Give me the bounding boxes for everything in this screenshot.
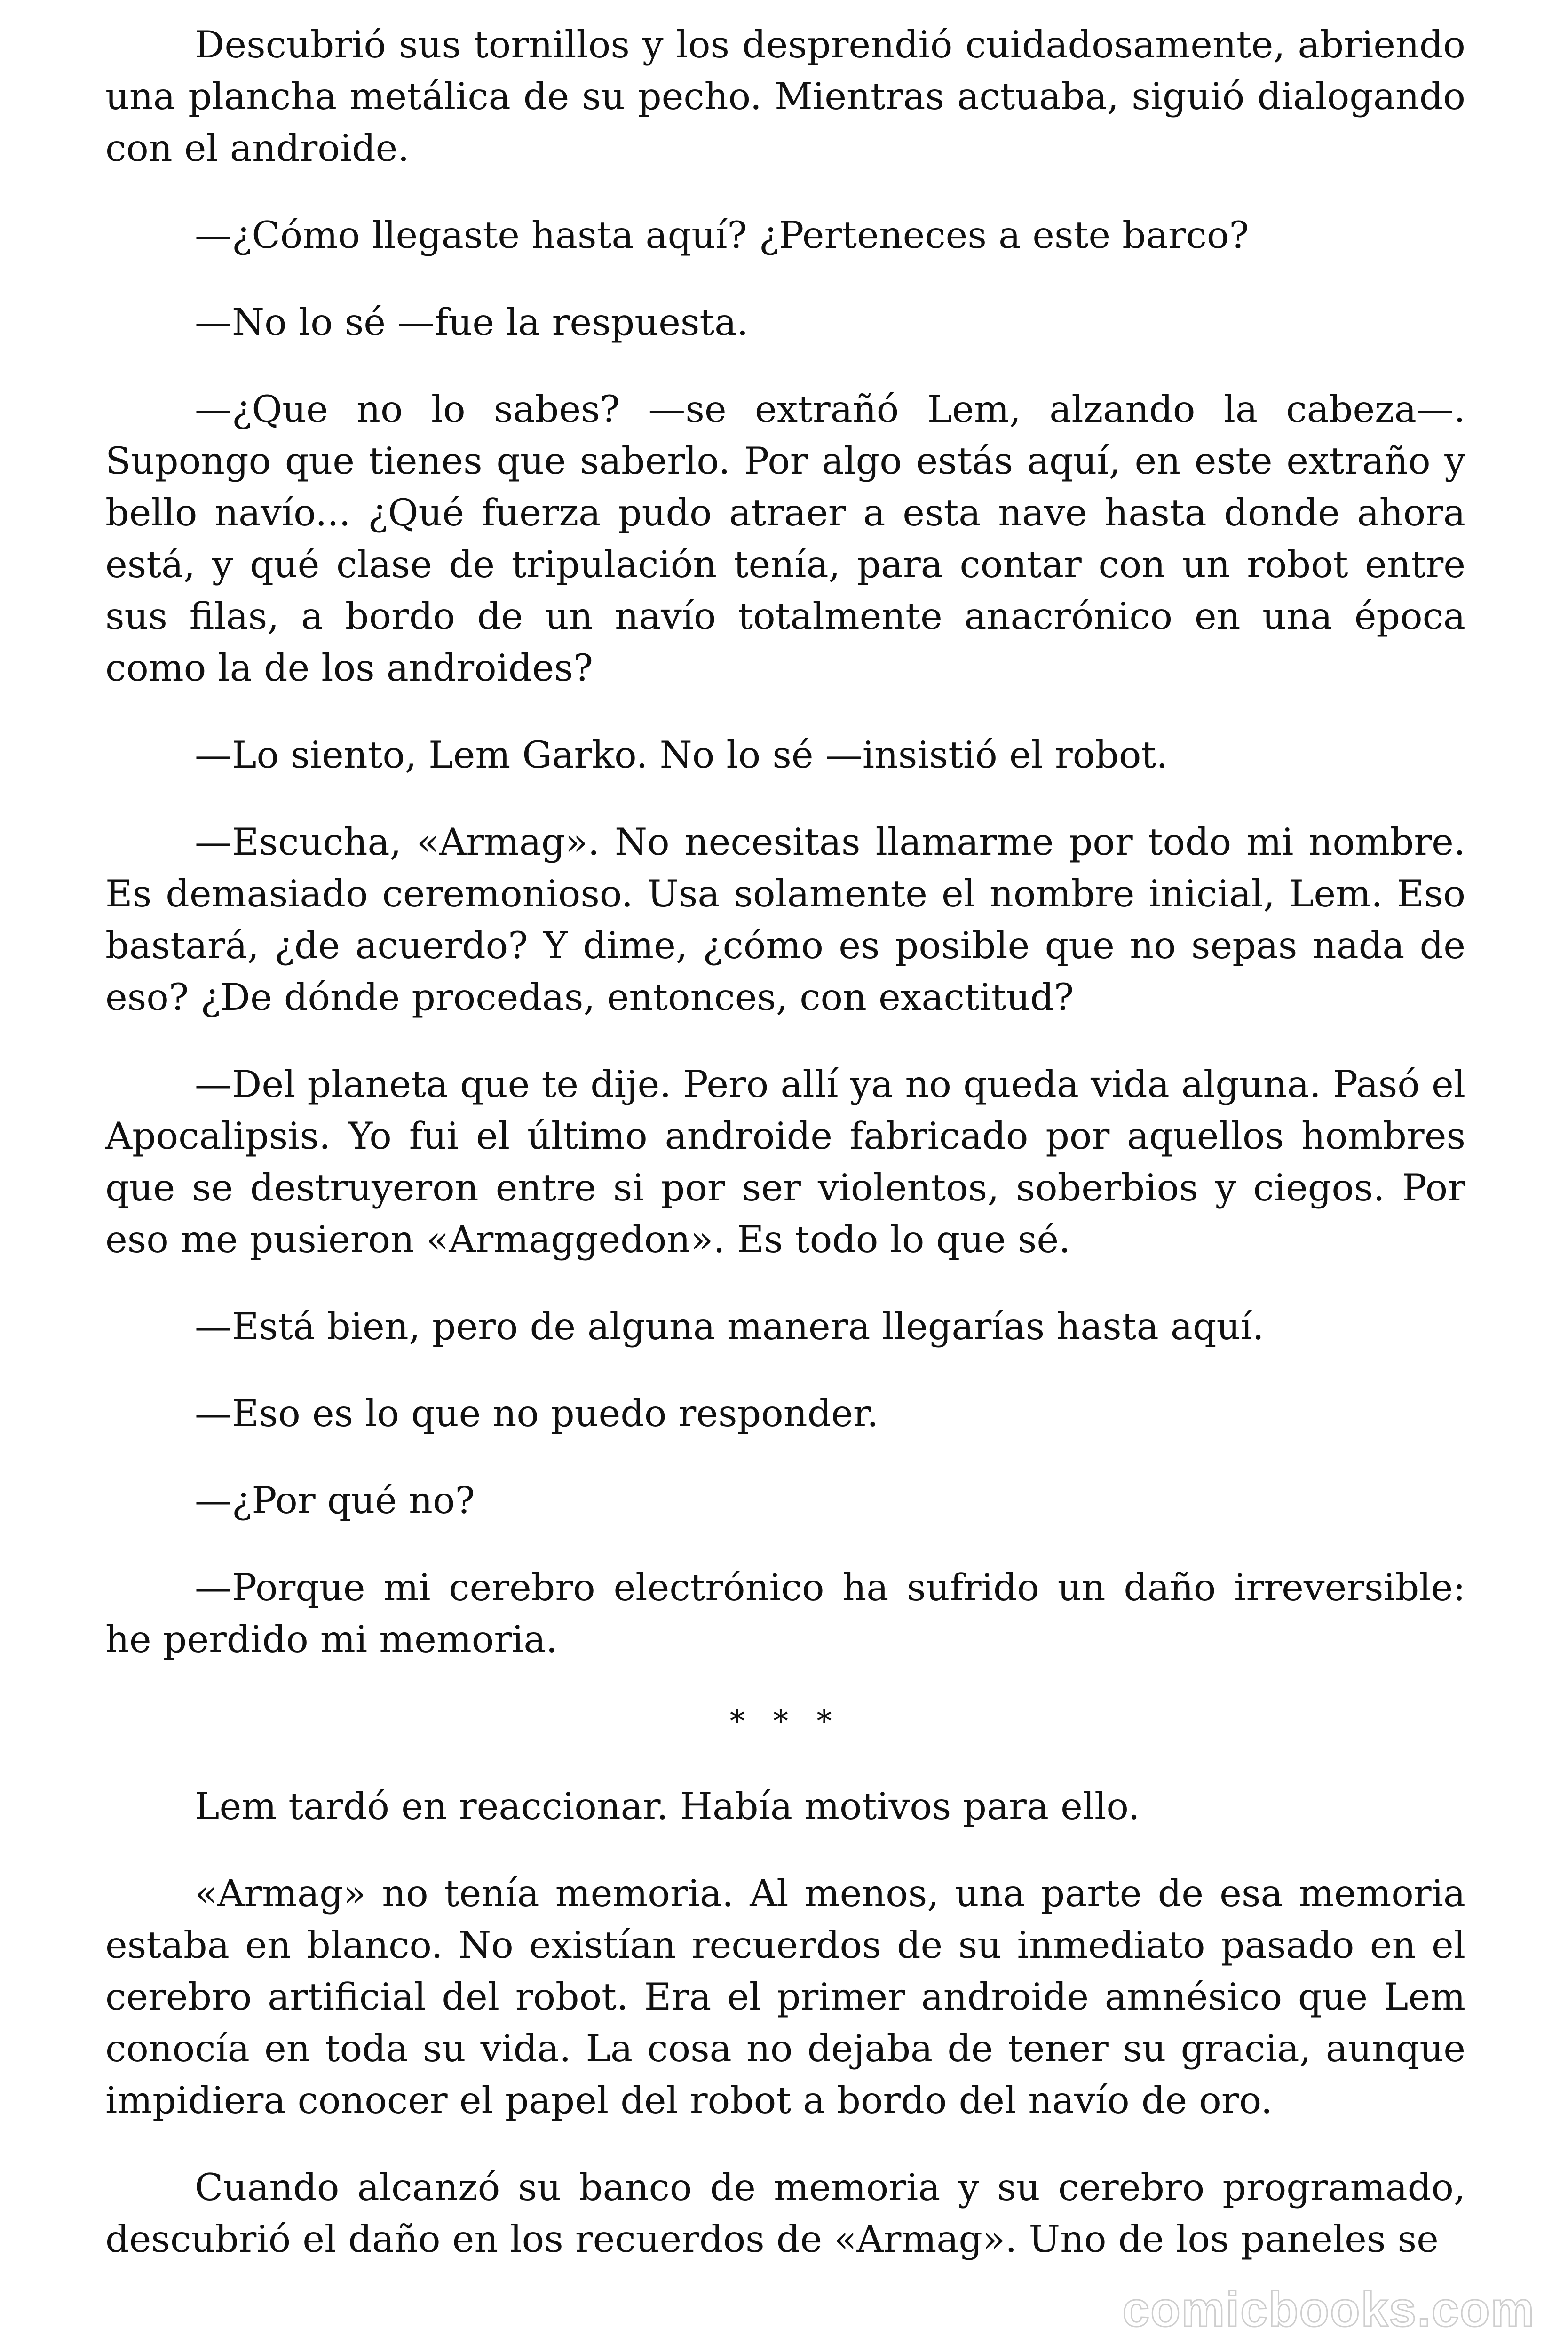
text-body (105, 19, 1465, 2300)
paragraph: —Lo siento, Lem Garko. No lo sé —insistió el robot. (195, 733, 1168, 777)
paragraph: Descubrió sus tornillos y los desprendió cuidadosamente, abriendo una plancha metálica de su pecho. Mientras actuaba, siguió dialogando con el androide. (105, 23, 1465, 170)
section-separator: * * * (729, 1704, 841, 1739)
paragraph: —No lo sé —fue la respuesta. (195, 301, 749, 344)
paragraph: «Armag» no tenía memoria. Al menos, una parte de esa memoria estaba en blanco. No existían recuerdos de su inmediato pasado en el cerebro artificial del robot. Era el primer androide amnésico que Lem conocía en toda su vida. La cosa no dejaba de tener su gracia, aunque impidiera conocer el papel del robot a bordo del navío de oro. (105, 1872, 1465, 2122)
watermark-logo: comicbooks.com (1122, 2282, 1535, 2337)
paragraph: —Del planeta que te dije. Pero allí ya no queda vida alguna. Pasó el Apocalipsis. Yo fui el último androide fabricado por aquellos hombres que se destruyeron entre si por ser violentos, soberbios y ciegos. Por eso me pusieron «Armaggedon». Es todo lo que sé. (105, 1063, 1465, 1261)
paragraph: Cuando alcanzó su banco de memoria y su cerebro programado, descubrió el daño en los recuerdos de «Armag». Uno de los paneles se (105, 2166, 1465, 2261)
paragraph: —¿Cómo llegaste hasta aquí? ¿Perteneces a este barco? (195, 214, 1249, 257)
paragraph: —Porque mi cerebro electrónico ha sufrido un daño irreversible: he perdido mi memoria. (105, 1566, 1465, 1661)
paragraph: —¿Que no lo sabes? —se extrañó Lem, alzando la cabeza—. Supongo que tienes que saberlo. Por algo estás aquí, en este extraño y bello navío... ¿Qué fuerza pudo atraer a esta nave hasta donde ahora está, y qué clase de tripulación tenía, para contar con un robot entre sus filas, a bordo de un navío totalmente anacrónico en una época como la de los androides? (105, 388, 1465, 690)
paragraph: —Eso es lo que no puedo responder. (195, 1392, 879, 1435)
paragraph: Lem tardó en reaccionar. Había motivos para ello. (195, 1785, 1140, 1828)
paragraph: —Está bien, pero de alguna manera llegarías hasta aquí. (195, 1305, 1264, 1348)
paragraph: —Escucha, «Armag». No necesitas llamarme por todo mi nombre. Es demasiado ceremonioso. Usa solamente el nombre inicial, Lem. Eso bastará, ¿de acuerdo? Y dime, ¿cómo es posible que no sepas nada de eso? ¿De dónde procedas, entonces, con exactitud? (105, 820, 1465, 1019)
paragraph: —¿Por qué no? (195, 1479, 475, 1522)
